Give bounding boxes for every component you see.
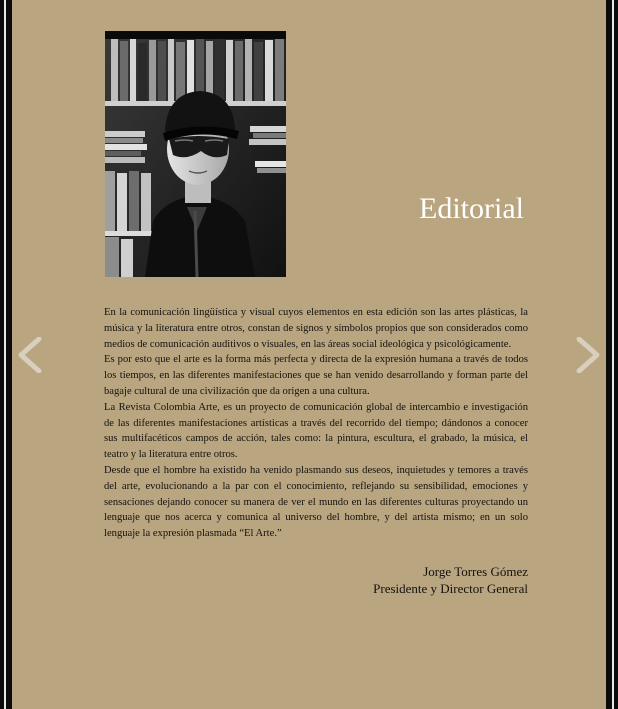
- signature-block: [373, 563, 528, 597]
- chevron-left-icon: [15, 337, 45, 373]
- author-role: Presidente y Director General: [373, 581, 528, 596]
- editorial-paragraph: Es por esto que el arte es la forma más perfecta y directa de la expresión humana a través de todos los tiempos, en las diferentes manifestaciones que se han venido desarrollando y forman parte del bagaje cultural de una civilización que da origen a una cultura.: [104, 354, 528, 397]
- author-name: Jorge Torres Gómez: [423, 564, 528, 579]
- editorial-title: Editorial: [419, 192, 524, 225]
- previous-page-button[interactable]: [15, 337, 45, 373]
- left-page-border: [0, 0, 12, 709]
- chevron-right-icon: [573, 337, 603, 373]
- author-portrait: [105, 31, 286, 277]
- editorial-paragraph: En la comunicación lingüística y visual cuyos elementos en esta edición son las artes plásticas, la música y la literatura entre otros, constan de signos y símbolos propios que son considerados como medios de comunicación auditivos o visuales, en las áreas social ideológica y psicológicamente.: [104, 307, 528, 350]
- editorial-paragraph: Desde que el hombre ha existido ha venido plasmando sus deseos, inquietudes y temores a través del arte, evolucionando a la par con el conocimiento, reflejando su sensibilidad, emociones y sensaciones dejando conocer su manera de ver el mundo en las diferentes culturas proyectando un lenguaje que nos acerca y comunica al universo del hombre, y del artista mismo; en un solo lenguaje la expresión plasmada “El Arte.”: [104, 464, 528, 540]
- right-page-border: [606, 0, 618, 709]
- editorial-body: [104, 305, 528, 542]
- next-page-button[interactable]: [573, 337, 603, 373]
- editorial-paragraph: La Revista Colombia Arte, es un proyecto de comunicación global de intercambio e investigación de las diferentes manifestaciones artísticas a través del recorrido del tiempo; dándonos a conocer sus multifacéticos campos de acción, tales como: la pintura, escultura, el grabado, la música, el teatro y la literatura entre otros.: [104, 401, 528, 461]
